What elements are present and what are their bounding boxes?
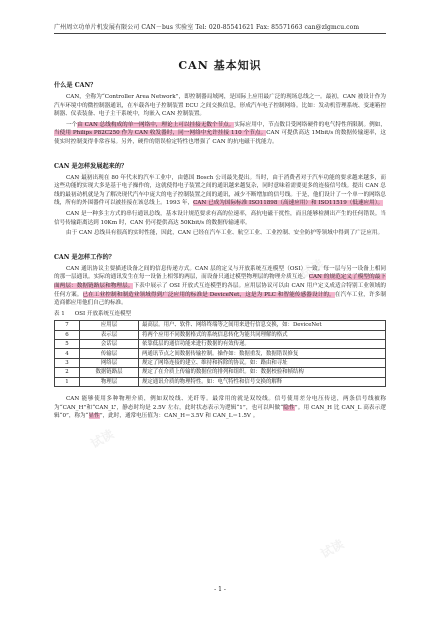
paragraph [54,265,386,308]
table-cell-num: 7 [55,321,80,330]
watermark: 试读 [318,536,347,561]
paragraph [54,395,386,421]
table-cell-desc: 规定了网络连接的建立、维持和拆除的协议。如：路由和寻址 [139,358,386,367]
table-cell-desc: 规定通讯介质的物理特性。如：电气特性和信号交换的解释 [139,377,386,386]
table-cell-name: 会话层 [80,340,139,349]
text: 下表中展示了 OSI 开放式互连模型的各层。应用层协议可以由 CAN 用户定义成适合特别工业领域的任何方案。 [54,282,386,298]
table-cell-num: 2 [55,368,80,377]
table-cell-desc: 将两个应用不同数据格式的系统信息转化为能共同理解的格式 [139,330,386,339]
table-row [55,377,386,386]
table-cell-name: 传输层 [80,349,139,358]
osi-model-table [54,320,386,387]
table-cell-num: 5 [55,340,80,349]
table-cell-num: 1 [55,377,80,386]
table-cell-desc: 规定了在介质上传输的数据位的排列和组织。如：数据校验和帧结构 [139,368,386,377]
table-cell-name: 数据链路层 [80,368,139,377]
page-number: - 1 - [214,586,226,593]
text: CAN 最初出现在 80 年代末的汽车工业中，由德国 Bosch 公司最先提出。当时，由于消费者对于汽车功能的要求越来越多，而这些功能的实现大多是基于电子操作的，这就使得电子装置之间的通讯越来越复杂，同时意味着需要更多的连接信号线。提出 CAN 总线的最初动机就是为了解决现代汽车中庞大的电子控制装置之间的通讯，减少不断增加的信号线。于是，他们设计了一个单一的网络总线，所有的外围器件可以被挂接在该总线上。1993 年， [54,174,386,207]
text: 在汽车工业，许多制造商都应用他们自己的标准。 [54,291,386,307]
paragraph: CAN，全称为“Controller Area Network”，即控制器局域网，是国际上应用最广泛的现场总线之一。最初，CAN 被设计作为汽车环境中的微控制器通讯，在车载各电子控制装置 ECU 之间交换信息，形成汽车电子控制网络。比如：发动机管理系统、变速箱控制器、仪表装备、电子主干系统中，均嵌入 CAN 控制装置。 [54,94,386,118]
highlighted-text: CAN 已成为国际标准 ISO11898（高速应用）和 ISO11519（低速应用）。 [193,200,384,207]
table-cell-desc: 最高层。用户、软件、网络终端等之间用来进行信息交换，如：DeviceNet [139,321,386,330]
table-cell-name: 表示层 [80,330,139,339]
table-row [55,358,386,367]
watermark: 试读 [298,256,327,281]
paragraph: CAN 是一种多主方式的串行通讯总线，基本设计规范要求有高的位速率，高抗电磁干扰性，而且能够检测出产生的任何错误。当信号传输距离达到 10Km 时，CAN 仍可提供高达 50Kbit/s 的数据传输速率。 [54,210,386,226]
table-caption [54,310,386,319]
text: CAN 通讯协议主要描述设备之间的信息传递方式。CAN 层的定义与开放系统互连模型（OSI）一致。每一层与另一设备上相同的那一层通讯。实际的通讯发生在每一设备上相邻的两层，而设备只通过模型物理层的物理介质互连。 [54,265,386,281]
highlighted-text: 隐性 [283,404,295,411]
table-cell-name: 应用层 [80,321,139,330]
table-cell-name: 网络层 [80,358,139,367]
spacer [54,149,386,157]
highlighted-text: 由 CAN 总线构成的单一网络中，理论上可以挂接无数个节点。 [77,121,235,128]
text: CAN 可提供高达 1Mbit/s 的数据传输速率，这使实时控制变得非常容易。另外，硬件的错误检定特性也增强了 CAN 的抗电磁干扰能力。 [54,130,386,145]
table-cell-desc: 两通讯节点之间数据传输控制。操作如：数据重发，数据错误修复 [139,349,386,358]
page-header: 广州周立功单片机发展有限公司 CAN－bus 实验室 Tel: 020-85541621 Fax: 85571663 can@zlgmcu.com [54,22,386,34]
table-caption-number: 表 1 [54,310,65,317]
watermark: 试读 [68,166,97,191]
paragraph [54,121,386,147]
section-heading-what-is-can: 什么是 CAN？ [54,82,97,89]
spacer [54,387,386,395]
highlighted-text: 当使用 Philips P82C250 作为 CAN 收发器时，同一网络中允许挂接 110 个节点。 [54,130,267,137]
table-row [55,340,386,349]
text: CAN 能够使用多种物理介质，例如双绞线、光纤等。最常用的就是双绞线。信号使用差分电压传送，两条信号线被称为“CAN_H”和“CAN_L”，静态时均是 2.5V 左右，此时状态表示为逻辑“1”，也可以叫做“ [54,396,386,411]
highlighted-text: 已在工业控制和制造业领域得到广泛应用的标准是 DeviceNet，这是为 PLC 和智能传感器设计的。 [82,291,335,298]
watermark: 试读 [88,426,117,451]
table-cell-desc: 依靠低层的通信功能来进行数据的有效传递。 [139,340,386,349]
document-body [54,76,386,423]
paragraph: 由于 CAN 总线具有很高的实时性能，因此，CAN 已经在汽车工业、航空工业、工业控制、安全防护等领域中得到了广泛应用。 [66,230,384,237]
table-row [55,349,386,358]
text: 实际应用中，节点数目受网络硬件的电气特性所限制。例如， [234,121,386,128]
paragraph [54,174,386,208]
table-row [55,321,386,330]
text: ”，此时，通常电压值为：CAN_H＝3.5V 和 CAN_L＝1.5V 。 [99,413,259,420]
document-title: CAN 基本知识 [178,59,262,72]
table-cell-num: 6 [55,330,80,339]
text: ”。用 CAN_H 比 CAN_L 高表示逻辑“0”，称为“ [54,404,386,420]
section-heading-history: CAN 是怎样发展起来的？ [54,162,128,170]
table-cell-num: 4 [55,349,80,358]
table-row [55,330,386,339]
highlighted-text: CAN 的规范定义了模型的最下面两层：数据链路层和物理层。 [54,274,386,289]
table-cell-num: 3 [55,358,80,367]
table-caption-text: OSI 开放系统互连模型 [74,310,131,317]
table-cell-name: 物理层 [80,377,139,386]
spacer [54,240,386,248]
section-heading-how-it-works: CAN 是怎样工作的？ [54,253,115,261]
table-row [55,368,386,377]
highlighted-text: 显性 [88,413,100,420]
text: 一个 [66,121,78,128]
